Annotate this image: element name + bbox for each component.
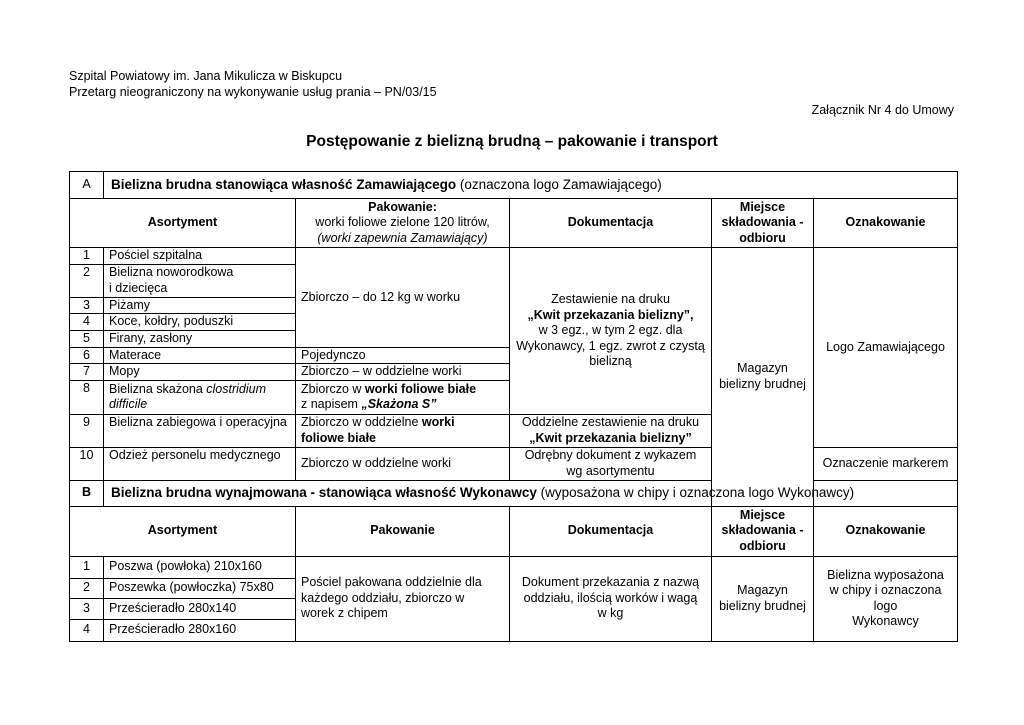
row-number: 6 [70,347,104,364]
storage-a-line1: Magazyn [737,361,788,376]
row-item-name-line1: Bielizna noworodkowa [109,265,234,279]
col-storage-a-line1: Miejsce [739,199,786,214]
packing-b-line2: każdego oddziału, zbiorczo w [301,590,465,605]
section-b-letter: B [70,480,104,506]
row-number: 7 [70,364,104,381]
row-number: 4 [70,314,104,331]
document-title: Postępowanie z bielizną brudną – pakowanie i transport [306,133,718,150]
col-documentation-a: Dokumentacja [510,199,712,248]
row-number: 1 [70,556,104,578]
packing-separate-bags: Zbiorczo – w oddzielne worki [296,364,510,381]
row-item-name: Odzież personelu medycznego [104,447,296,480]
documentation-main-line4: Wykonawcy, 1 egz. zwrot z czystą [516,338,705,353]
packing-surgical-pre: Zbiorczo w oddzielne [301,415,422,429]
col-packing-b: Pakowanie [296,506,510,556]
packing-contaminated-line2-pre: z napisem [301,397,362,411]
row-item-name [104,380,296,414]
col-storage-a [712,199,814,248]
section-a-header [70,172,958,199]
section-a-column-headers [70,199,958,248]
marking-logo: Logo Zamawiającego [814,248,958,448]
row-number: 3 [70,598,104,619]
section-b-title-bold: Bielizna brudna wynajmowana - stanowiąca własność Wykonawcy [111,485,537,501]
col-storage-a-line3: odbioru [739,230,786,245]
section-b-title-rest: (wyposażona w chipy i oznaczona logo Wykonawcy) [536,485,855,501]
documentation-surgical-line1: Oddzielne zestawienie na druku [521,415,700,429]
col-packing-a [296,199,510,248]
col-documentation-b: Dokumentacja [510,506,712,556]
table-row [70,447,958,480]
col-marking-b: Oznakowanie [814,506,958,556]
packing-bulk-12kg: Zbiorczo – do 12 kg w worku [296,248,510,348]
annex-label: Załącznik Nr 4 do Umowy [811,103,954,117]
section-a-title-bold: Bielizna brudna stanowiąca własność Zamawiającego [111,177,457,193]
storage-b-line2: bielizny brudnej [719,598,806,613]
storage-a-line2: bielizny brudnej [719,376,806,391]
row-number: 2 [70,264,104,297]
col-assortment-b: Asortyment [70,506,296,556]
documentation-surgical-line2: „Kwit przekazania bielizny” [529,430,692,445]
col-storage-a-line2: składowania - [721,215,804,230]
packing-contaminated-line2 [301,397,504,413]
row-item-name: Koce, kołdry, poduszki [104,314,296,331]
documentation-main-line5: bielizną [589,354,632,368]
row-item-name-italic1: clostridium [206,381,267,396]
documentation-b-line3: w kg [597,606,624,621]
packing-contaminated-pre: Zbiorczo w [301,381,365,396]
marking-b-line3: Wykonawcy [852,614,919,628]
row-number: 2 [70,578,104,598]
documentation-surgical [510,414,712,447]
row-number: 3 [70,297,104,314]
section-a-title-rest: (oznaczona logo Zamawiającego) [456,177,662,193]
documentation-main-line3: w 3 egz., w tym 2 egz. dla [538,323,683,337]
col-packing-a-line2: (worki zapewnia Zamawiający) [317,230,488,245]
row-item-name-line1 [109,382,290,398]
row-item-name: Materace [104,347,296,364]
packing-single: Pojedynczo [296,347,510,364]
marking-marker: Oznaczenie markerem [814,447,958,480]
documentation-b-line1: Dokument przekazania z nazwą [521,575,700,590]
table-row [70,248,958,265]
packing-surgical-line2: foliowe białe [301,430,377,445]
packing-staff: Zbiorczo w oddzielne worki [296,447,510,480]
section-b-title [104,480,958,506]
section-a-title [104,172,958,199]
col-packing-a-head: Pakowanie: [368,199,437,214]
packing-contaminated-line1 [301,382,504,398]
row-item-name: Poszwa (powłoka) 210x160 [104,556,296,578]
row-number: 5 [70,330,104,347]
documentation-staff-line1: Odrębny dokument z wykazem [524,448,697,462]
packing-b-line1: Pościel pakowana oddzielnie dla [301,575,482,590]
documentation-b-line2: oddziału, ilością worków i wagą [523,590,698,605]
packing-contaminated-line2-bold: „Skażona S” [361,397,437,411]
storage-b-line1: Magazyn [737,583,788,597]
documentation-staff [510,447,712,480]
col-storage-b-line3: odbioru [739,538,786,553]
hospital-name: Szpital Powiatowy im. Jana Mikulicza w Biskupcu [69,69,343,83]
packing-contaminated [296,380,510,414]
row-item-name: Prześcieradło 280x160 [104,619,296,641]
documentation-staff-line2: wg asortymentu [566,463,655,478]
procedure-table [69,171,958,642]
documentation-main-line1: Zestawienie na druku [551,292,670,306]
row-item-name: Poszewka (powłoczka) 75x80 [104,578,296,598]
packing-surgical-line1 [301,415,504,431]
row-item-name-line2: i dziecięca [109,280,168,295]
row-item-name-line2: difficile [109,397,148,411]
row-item-name [104,264,296,297]
row-item-name: Mopy [104,364,296,381]
documentation-main [510,248,712,415]
col-storage-b-line2: składowania - [721,523,804,538]
packing-surgical [296,414,510,447]
section-b-header [70,480,958,506]
col-storage-b [712,506,814,556]
table-row [70,556,958,578]
tender-reference: Przetarg nieograniczony na wykonywanie usług prania – PN/03/15 [69,85,437,99]
row-item-name: Bielizna zabiegowa i operacyjna [104,414,296,447]
packing-b-line3: worek z chipem [301,606,388,621]
section-b-column-headers [70,506,958,556]
documentation-b [510,556,712,641]
storage-location-b [712,556,814,641]
row-number: 1 [70,248,104,265]
marking-b-line2: w chipy i oznaczona logo [829,583,942,613]
col-packing-a-line1: worki foliowe zielone 120 litrów, [315,215,490,230]
marking-b-line1: Bielizna wyposażona [827,567,944,582]
packing-surgical-bold1: worki [421,415,455,429]
col-storage-b-line1: Miejsce [739,507,786,522]
row-number: 9 [70,414,104,447]
row-item-name: Prześcieradło 280x140 [104,598,296,619]
packing-b [296,556,510,641]
marking-b [814,556,958,641]
col-assortment-a: Asortyment [70,199,296,248]
row-number: 8 [70,380,104,414]
row-item-name: Piżamy [104,297,296,314]
documentation-main-line2: „Kwit przekazania bielizny”, [527,307,694,322]
col-marking-a: Oznakowanie [814,199,958,248]
row-item-name: Firany, zasłony [104,330,296,347]
section-a-letter: A [70,172,104,199]
packing-contaminated-bold: worki foliowe białe [364,381,477,396]
row-item-name: Pościel szpitalna [104,248,296,265]
row-number: 10 [70,447,104,480]
row-number: 4 [70,619,104,641]
row-item-name-part1: Bielizna skażona [109,381,207,396]
storage-location-a [712,248,814,507]
